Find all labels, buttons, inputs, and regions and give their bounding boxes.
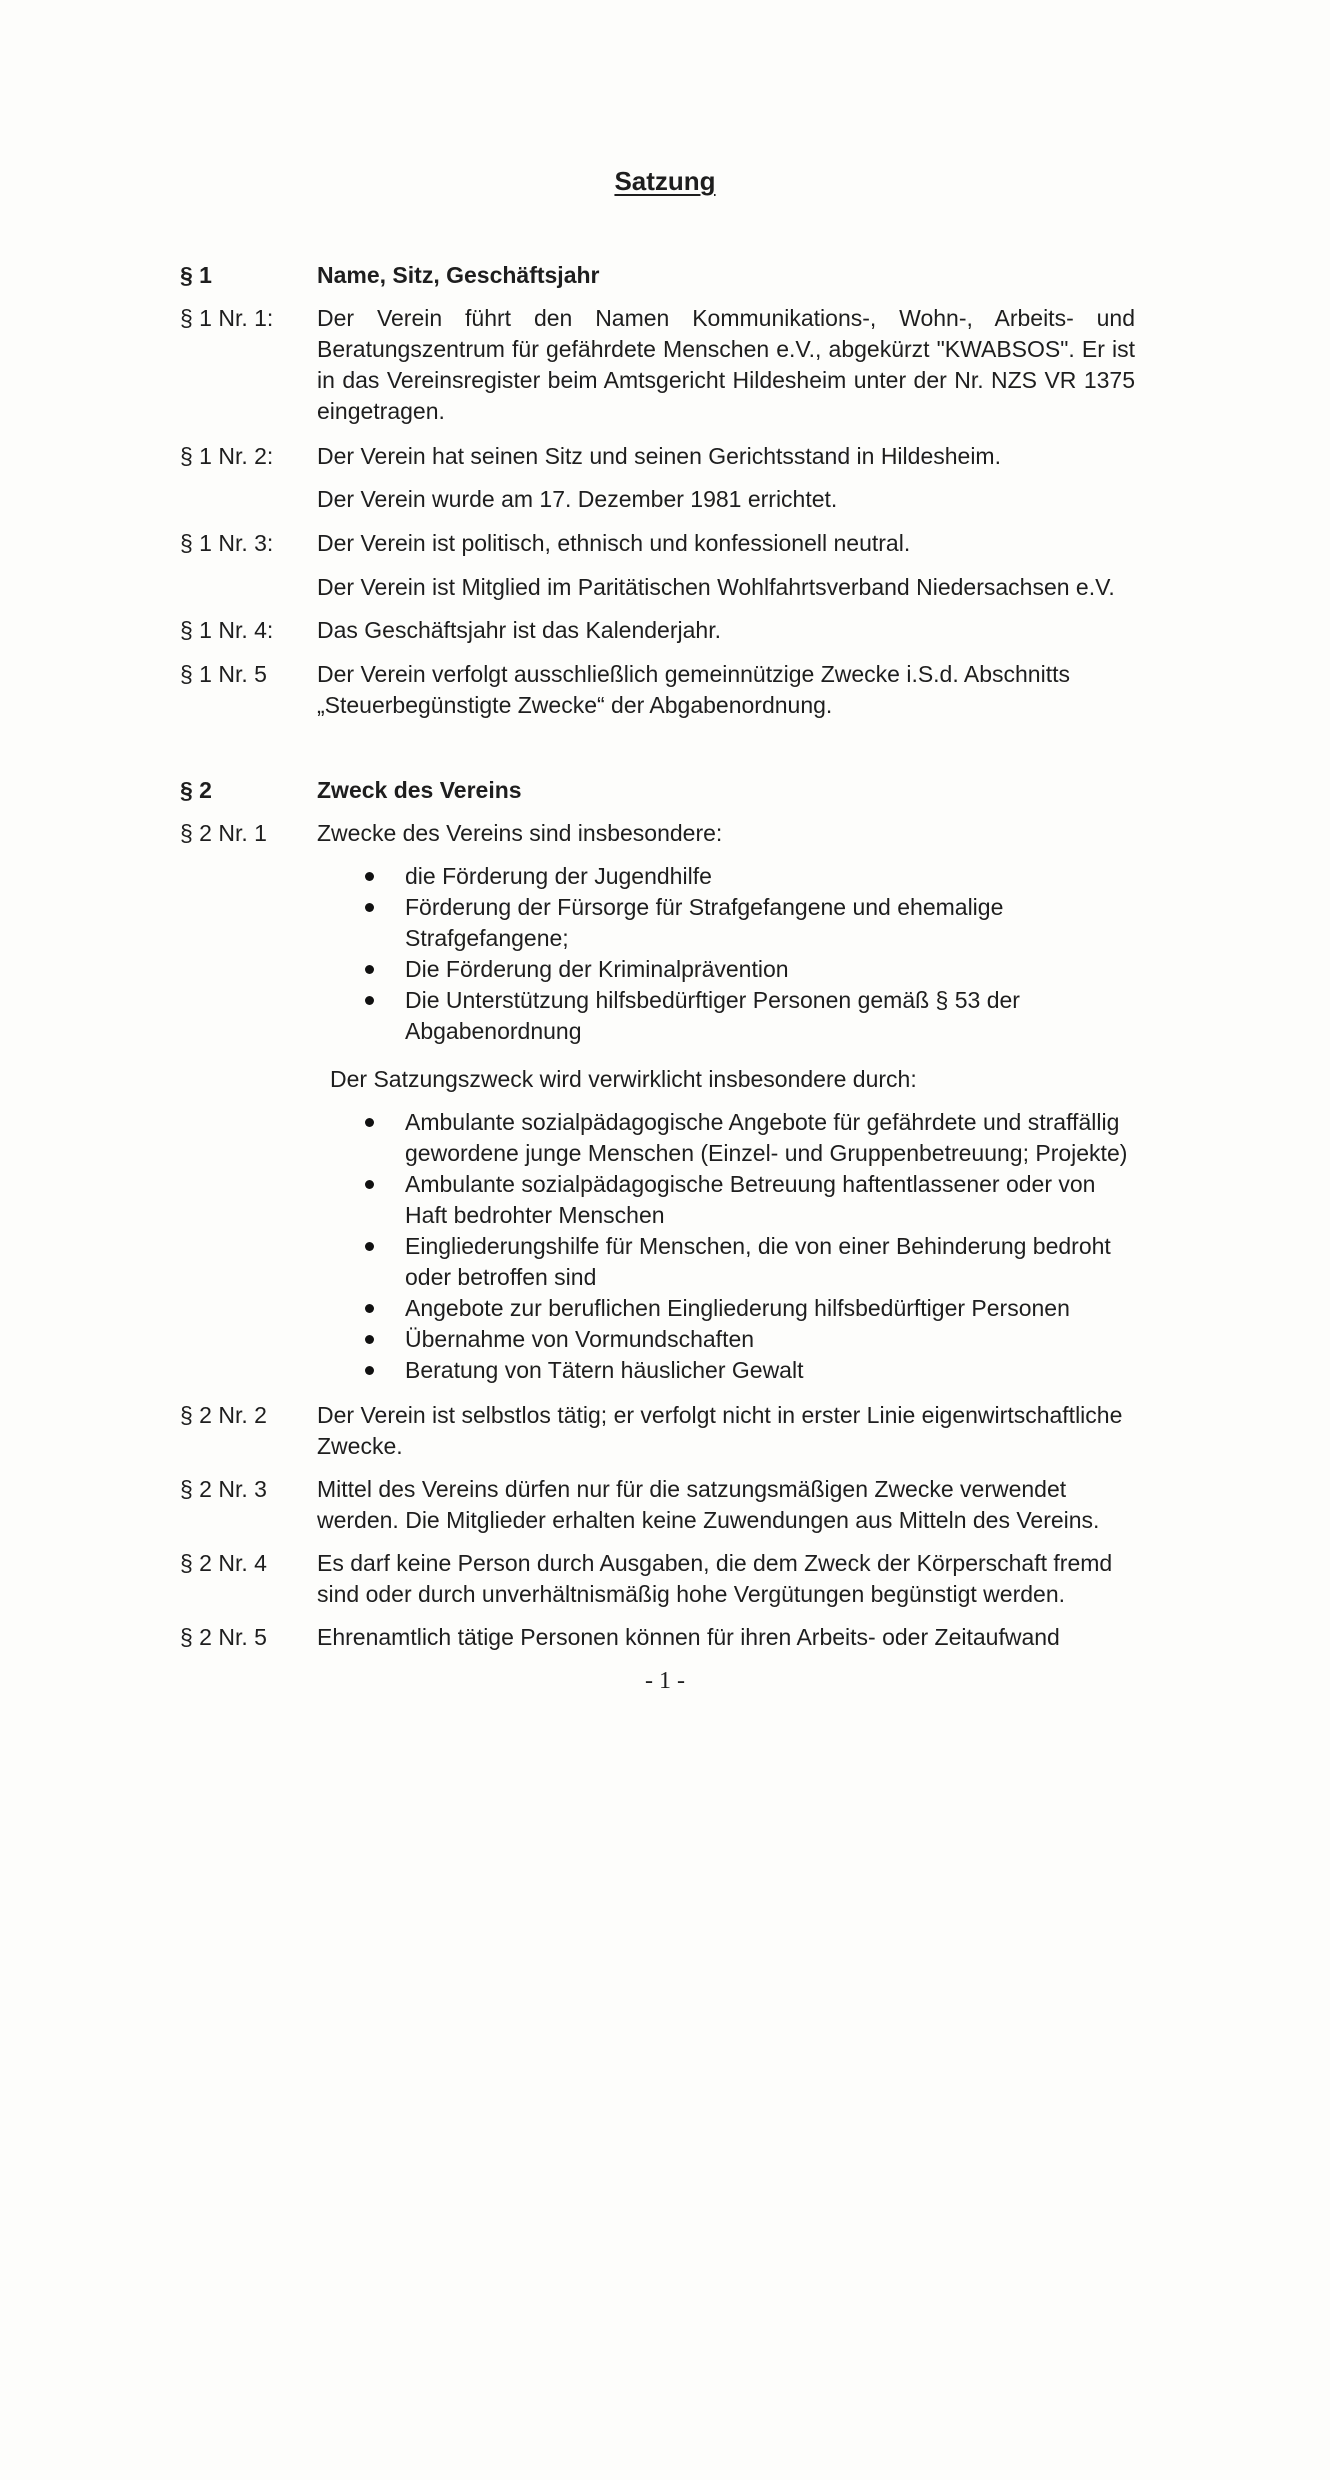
list-item: Die Unterstützung hilfsbedürftiger Personen gemäß § 53 der Abgabenordnung: [363, 985, 1143, 1047]
list-item: Angebote zur beruflichen Eingliederung hilfsbedürftiger Personen: [363, 1293, 1143, 1324]
list-item: Eingliederungshilfe für Menschen, die von einer Behinderung bedroht oder betroffen sind: [363, 1231, 1143, 1293]
clause-text: Ehrenamtlich tätige Personen können für ihren Arbeits- oder Zeitaufwand: [317, 1624, 1060, 1650]
list-item: Übernahme von Vormundschaften: [363, 1324, 1143, 1355]
list-item: Förderung der Fürsorge für Strafgefangene und ehemalige Strafgefangene;: [363, 892, 1143, 954]
clause-label: § 1 Nr. 2:: [180, 443, 274, 469]
clause-label: § 2 Nr. 3: [180, 1476, 267, 1502]
clause-text: Zwecke des Vereins sind insbesondere:: [317, 820, 723, 846]
clause-text: Der Verein wurde am 17. Dezember 1981 errichtet.: [317, 486, 838, 512]
list-item: Die Förderung der Kriminalprävention: [363, 954, 1143, 985]
clause-label: § 1 Nr. 3:: [180, 530, 274, 556]
clause-text: Es darf keine Person durch Ausgaben, die dem Zweck der Körperschaft fremd sind oder durch unverhältnismäßig hohe Vergütungen begünstigt werden.: [317, 1550, 1113, 1607]
clause-text: Der Verein hat seinen Sitz und seinen Gerichtsstand in Hildesheim.: [317, 443, 1001, 469]
page-number: - 1 -: [645, 1668, 685, 1694]
clause-label: § 1 Nr. 1:: [180, 305, 274, 331]
list-item: die Förderung der Jugendhilfe: [363, 861, 1143, 892]
clause-text: Der Verein ist politisch, ethnisch und konfessionell neutral.: [317, 530, 911, 556]
clause-text: Mittel des Vereins dürfen nur für die satzungsmäßigen Zwecke verwendet werden. Die Mitglieder erhalten keine Zuwendungen aus Mitteln des Vereins.: [317, 1476, 1100, 1533]
document-title: Satzung: [614, 166, 716, 196]
clause-label: § 1 Nr. 5: [180, 661, 267, 687]
list-item: Ambulante sozialpädagogische Betreuung haftentlassener oder von Haft bedrohter Menschen: [363, 1169, 1143, 1231]
clause-label: § 2 Nr. 4: [180, 1550, 267, 1576]
clause-label: § 1 Nr. 4:: [180, 617, 274, 643]
clause-text: Der Verein ist selbstlos tätig; er verfolgt nicht in erster Linie eigenwirtschaftliche Zwecke.: [317, 1402, 1123, 1459]
clause-text: Der Verein führt den Namen Kommunikations-, Wohn-, Arbeits- und Beratungszentrum für gefährdete Menschen e.V., abgekürzt "KWABSOS". Er ist in das Vereinsregister beim Amtsgericht Hildesheim unter der Nr. NZS VR 1375 eingetragen.: [317, 305, 1135, 424]
implementation-list: [363, 1107, 1143, 1386]
section-label: § 1: [180, 262, 212, 288]
section-title: Name, Sitz, Geschäftsjahr: [317, 262, 600, 288]
clause-text: Das Geschäftsjahr ist das Kalenderjahr.: [317, 617, 721, 643]
clause-text: Der Verein verfolgt ausschließlich gemeinnützige Zwecke i.S.d. Abschnitts „Steuerbegünstigte Zwecke“ der Abgabenordnung.: [317, 661, 1070, 718]
clause-label: § 2 Nr. 5: [180, 1624, 267, 1650]
list-item: Beratung von Tätern häuslicher Gewalt: [363, 1355, 1143, 1386]
section-title: Zweck des Vereins: [317, 777, 522, 803]
purpose-list: [363, 861, 1143, 1047]
clause-text: Der Verein ist Mitglied im Paritätischen Wohlfahrtsverband Niedersachsen e.V.: [317, 574, 1115, 600]
implementation-intro: Der Satzungszweck wird verwirklicht insbesondere durch:: [330, 1066, 917, 1092]
clause-label: § 2 Nr. 2: [180, 1402, 267, 1428]
list-item: Ambulante sozialpädagogische Angebote für gefährdete und straffällig gewordene junge Menschen (Einzel- und Gruppenbetreuung; Projekte): [363, 1107, 1143, 1169]
clause-label: § 2 Nr. 1: [180, 820, 267, 846]
section-label: § 2: [180, 777, 212, 803]
